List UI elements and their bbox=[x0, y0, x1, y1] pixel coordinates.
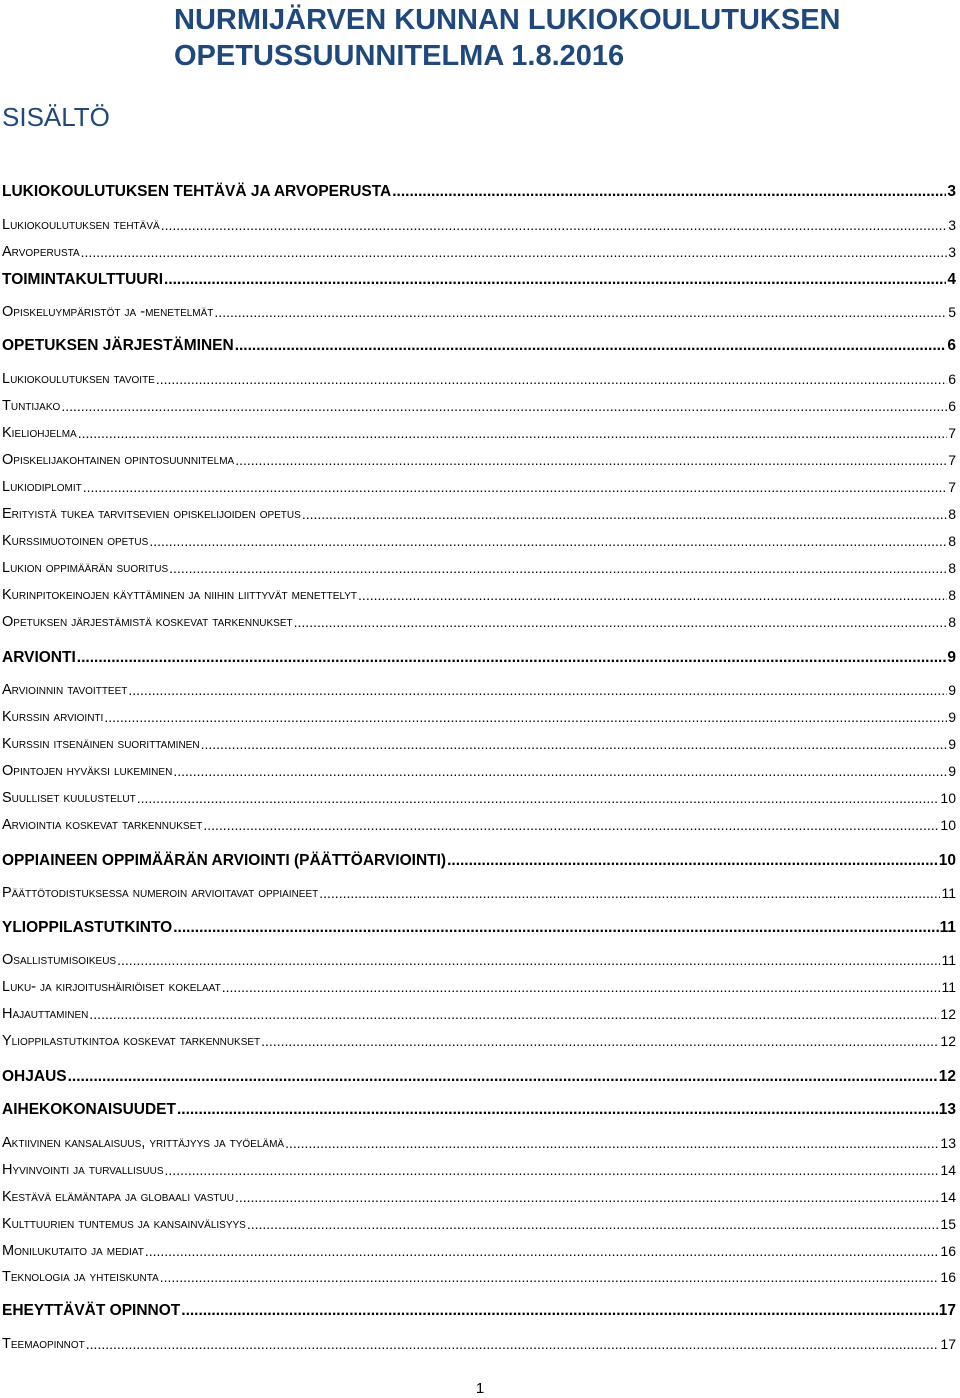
toc-entry-label: Erityistä tukea tarvitsevien opiskelijoiden opetus bbox=[2, 506, 301, 523]
toc-dot-leader bbox=[173, 918, 938, 938]
toc-dot-leader bbox=[181, 1301, 937, 1321]
page-number: 1 bbox=[475, 1380, 485, 1397]
toc-section-entry[interactable] bbox=[2, 1301, 956, 1321]
toc-entry-label: TOIMINTAKULTTUURI bbox=[2, 270, 164, 288]
toc-entry-label: Hyvinvointi ja turvallisuus bbox=[2, 1161, 164, 1178]
toc-dot-leader bbox=[128, 681, 947, 699]
toc-entry-page: 16 bbox=[940, 1242, 956, 1259]
toc-subsection-entry[interactable] bbox=[2, 532, 956, 550]
toc-subsection-entry[interactable] bbox=[2, 1335, 956, 1353]
toc-dot-leader bbox=[161, 216, 948, 234]
toc-entry-page: 3 bbox=[948, 216, 956, 233]
toc-subsection-entry[interactable] bbox=[2, 303, 956, 321]
toc-entry-label: Päättötodistuksessa numeroin arvioitavat oppiaineet bbox=[2, 885, 319, 902]
toc-dot-leader bbox=[294, 613, 948, 631]
toc-entry-page: 9 bbox=[948, 682, 956, 699]
toc-dot-leader bbox=[165, 1161, 940, 1179]
toc-subsection-entry[interactable] bbox=[2, 424, 956, 442]
toc-subsection-entry[interactable] bbox=[2, 451, 956, 469]
toc-entry-label: Suulliset kuulustelut bbox=[2, 790, 136, 807]
toc-section-entry[interactable] bbox=[2, 851, 956, 871]
toc-entry-label: Arvoperusta bbox=[2, 243, 80, 260]
toc-dot-leader bbox=[235, 451, 947, 469]
toc-dot-leader bbox=[247, 1215, 940, 1233]
toc-entry-label: Kurssin itsenäinen suorittaminen bbox=[2, 736, 200, 753]
toc-dot-leader bbox=[392, 182, 946, 202]
toc-entry-label: Lukiokoulutuksen tehtävä bbox=[2, 216, 160, 233]
toc-entry-label: Ylioppilastutkintoa koskevat tarkennukset bbox=[2, 1033, 261, 1050]
toc-entry-label: OHJAUS bbox=[2, 1067, 67, 1085]
toc-entry-page: 11 bbox=[941, 885, 956, 902]
toc-dot-leader bbox=[214, 303, 947, 321]
toc-dot-leader bbox=[137, 789, 940, 807]
toc-dot-leader bbox=[447, 851, 938, 871]
toc-subsection-entry[interactable] bbox=[2, 884, 956, 902]
toc-entry-label: Lukion oppimäärän suoritus bbox=[2, 560, 169, 577]
toc-entry-label: Arviointia koskevat tarkennukset bbox=[2, 817, 203, 834]
toc-entry-label: OPETUKSEN JÄRJESTÄMINEN bbox=[2, 336, 234, 354]
toc-subsection-entry[interactable] bbox=[2, 613, 956, 631]
toc-entry-page: 9 bbox=[948, 736, 956, 753]
toc-entry-page: 7 bbox=[948, 479, 956, 496]
toc-entry-label: Arvioinnin tavoitteet bbox=[2, 682, 128, 699]
toc-subsection-entry[interactable] bbox=[2, 1215, 956, 1233]
toc-dot-leader bbox=[285, 1134, 939, 1152]
toc-entry-label: Kieliohjelma bbox=[2, 425, 77, 442]
toc-entry-page: 15 bbox=[940, 1215, 956, 1232]
toc-dot-leader bbox=[68, 1067, 938, 1087]
toc-dot-leader bbox=[149, 532, 947, 550]
toc-entry-label: Kurinpitokeinojen käyttäminen ja niihin liittyvät menettelyt bbox=[2, 587, 358, 604]
toc-entry-page: 8 bbox=[948, 614, 956, 631]
toc-dot-leader bbox=[83, 478, 947, 496]
toc-entry-label: Kulttuurien tuntemus ja kansainvälisyys bbox=[2, 1215, 246, 1232]
toc-entry-label: AIHEKOKONAISUUDET bbox=[2, 1101, 176, 1119]
toc-dot-leader bbox=[117, 951, 940, 969]
toc-entry-page: 14 bbox=[940, 1161, 956, 1178]
toc-section-entry[interactable] bbox=[2, 270, 956, 290]
toc-dot-leader bbox=[164, 270, 946, 290]
toc-subsection-entry[interactable] bbox=[2, 1161, 956, 1179]
toc-entry-page: 10 bbox=[940, 790, 956, 807]
toc-entry-label: Opetuksen järjestämistä koskevat tarkennukset bbox=[2, 614, 293, 631]
toc-entry-page: 10 bbox=[940, 817, 956, 834]
toc-subsection-entry[interactable] bbox=[2, 586, 956, 604]
toc-entry-page: 3 bbox=[948, 243, 956, 260]
toc-dot-leader bbox=[77, 648, 947, 668]
toc-entry-label: Lukiokoulutuksen tavoite bbox=[2, 371, 155, 388]
toc-entry-label: Hajauttaminen bbox=[2, 1006, 89, 1023]
toc-entry-label: Opiskeluympäristöt ja -menetelmät bbox=[2, 304, 214, 321]
toc-subsection-entry[interactable] bbox=[2, 789, 956, 807]
toc-entry-page: 13 bbox=[940, 1134, 956, 1151]
toc-subsection-entry[interactable] bbox=[2, 1005, 956, 1023]
toc-entry-page: 10 bbox=[938, 851, 956, 869]
toc-dot-leader bbox=[89, 1005, 939, 1023]
toc-dot-leader bbox=[358, 586, 947, 604]
toc-subsection-entry[interactable] bbox=[2, 681, 956, 699]
toc-entry-page: 6 bbox=[948, 371, 956, 388]
toc-section-entry[interactable] bbox=[2, 182, 956, 202]
toc-entry-page: 9 bbox=[948, 763, 956, 780]
toc-entry-page: 16 bbox=[940, 1268, 956, 1285]
toc-dot-leader bbox=[86, 1335, 940, 1353]
toc-entry-label: Kurssin arviointi bbox=[2, 709, 104, 726]
toc-subsection-entry[interactable] bbox=[2, 1268, 956, 1286]
toc-subsection-entry[interactable] bbox=[2, 708, 956, 726]
toc-entry-label: LUKIOKOULUTUKSEN TEHTÄVÄ JA ARVOPERUSTA bbox=[2, 183, 392, 200]
toc-section-entry[interactable] bbox=[2, 1100, 956, 1120]
toc-entry-label: ARVIONTI bbox=[2, 648, 76, 666]
toc-entry-label: Monilukutaito ja mediat bbox=[2, 1242, 144, 1259]
toc-entry-label: Aktiivinen kansalaisuus, yrittäjyys ja työelämä bbox=[2, 1134, 285, 1151]
toc-dot-leader bbox=[145, 1242, 940, 1260]
toc-entry-page: 13 bbox=[938, 1101, 956, 1119]
toc-entry-page: 9 bbox=[948, 709, 956, 726]
contents-heading: SISÄLTÖ bbox=[2, 102, 110, 132]
toc-dot-leader bbox=[78, 424, 948, 442]
toc-dot-leader bbox=[203, 816, 939, 834]
toc-subsection-entry[interactable] bbox=[2, 559, 956, 577]
toc-subsection-entry[interactable] bbox=[2, 762, 956, 780]
toc-dot-leader bbox=[302, 505, 947, 523]
toc-subsection-entry[interactable] bbox=[2, 735, 956, 753]
toc-dot-leader bbox=[201, 735, 948, 753]
toc-dot-leader bbox=[81, 243, 948, 261]
toc-dot-leader bbox=[222, 978, 941, 996]
toc-subsection-entry[interactable] bbox=[2, 478, 956, 496]
toc-dot-leader bbox=[160, 1268, 940, 1286]
toc-entry-page: 3 bbox=[947, 183, 956, 200]
toc-entry-label: EHEYTTÄVÄT OPINNOT bbox=[2, 1302, 181, 1320]
toc-entry-label: Osallistumisoikeus bbox=[2, 952, 117, 969]
toc-subsection-entry[interactable] bbox=[2, 978, 956, 996]
toc-dot-leader bbox=[261, 1032, 939, 1050]
toc-entry-label: Teemaopinnot bbox=[2, 1336, 85, 1352]
toc-section-entry[interactable] bbox=[2, 918, 956, 938]
toc-entry-page: 8 bbox=[948, 533, 956, 550]
toc-subsection-entry[interactable] bbox=[2, 1032, 956, 1050]
document-title-line-1: NURMIJÄRVEN KUNNAN LUKIOKOULUTUKSEN bbox=[174, 4, 841, 36]
toc-dot-leader bbox=[104, 708, 947, 726]
toc-dot-leader bbox=[319, 884, 940, 902]
toc-entry-page: 6 bbox=[947, 336, 956, 354]
toc-entry-label: Lukiodiplomit bbox=[2, 479, 82, 496]
toc-entry-page: 12 bbox=[938, 1067, 956, 1085]
toc-entry-page: 14 bbox=[940, 1188, 956, 1205]
toc-entry-label: Teknologia ja yhteiskunta bbox=[2, 1268, 159, 1285]
toc-entry-page: 8 bbox=[948, 560, 956, 577]
toc-entry-label: Luku- ja kirjoitushäiriöiset kokelaat bbox=[2, 979, 221, 996]
toc-entry-page: 11 bbox=[941, 979, 956, 996]
toc-entry-label: Tuntijako bbox=[2, 398, 61, 415]
toc-section-entry[interactable] bbox=[2, 1067, 956, 1087]
toc-dot-leader bbox=[173, 762, 947, 780]
toc-entry-page: 12 bbox=[940, 1006, 956, 1023]
toc-entry-page: 11 bbox=[941, 952, 956, 969]
toc-subsection-entry[interactable] bbox=[2, 370, 956, 388]
toc-dot-leader bbox=[156, 370, 947, 388]
toc-entry-label: Opiskelijakohtainen opintosuunnitelma bbox=[2, 452, 235, 469]
toc-dot-leader bbox=[235, 1188, 939, 1206]
toc-entry-page: 5 bbox=[948, 304, 956, 321]
toc-section-entry[interactable] bbox=[2, 648, 956, 668]
toc-entry-page: 8 bbox=[948, 587, 956, 604]
document-title-line-2: OPETUSSUUNNITELMA 1.8.2016 bbox=[174, 40, 625, 72]
toc-entry-page: 6 bbox=[948, 398, 956, 415]
toc-dot-leader bbox=[61, 397, 947, 415]
toc-entry-page: 8 bbox=[948, 506, 956, 523]
toc-entry-label: OPPIAINEEN OPPIMÄÄRÄN ARVIOINTI (PÄÄTTÖARVIOINTI) bbox=[2, 851, 447, 869]
toc-subsection-entry[interactable] bbox=[2, 505, 956, 523]
toc-entry-page: 4 bbox=[947, 270, 956, 288]
toc-subsection-entry[interactable] bbox=[2, 397, 956, 415]
toc-entry-page: 17 bbox=[938, 1302, 956, 1320]
toc-subsection-entry[interactable] bbox=[2, 216, 956, 234]
toc-entry-label: Opintojen hyväksi lukeminen bbox=[2, 763, 173, 780]
toc-entry-label: Kestävä elämäntapa ja globaali vastuu bbox=[2, 1188, 234, 1205]
toc-entry-page: 17 bbox=[940, 1336, 956, 1352]
toc-dot-leader bbox=[169, 559, 947, 577]
toc-dot-leader bbox=[177, 1100, 938, 1120]
toc-dot-leader bbox=[235, 336, 947, 356]
table-of-contents bbox=[2, 0, 958, 1398]
toc-entry-page: 12 bbox=[940, 1033, 956, 1050]
toc-subsection-entry[interactable] bbox=[2, 951, 956, 969]
toc-entry-page: 7 bbox=[948, 452, 956, 469]
toc-subsection-entry[interactable] bbox=[2, 1188, 956, 1206]
toc-entry-page: 11 bbox=[939, 918, 956, 936]
toc-subsection-entry[interactable] bbox=[2, 243, 956, 261]
toc-entry-label: Kurssimuotoinen opetus bbox=[2, 533, 149, 550]
toc-entry-page: 9 bbox=[947, 648, 956, 666]
toc-entry-label: YLIOPPILASTUTKINTO bbox=[2, 918, 173, 936]
toc-entry-page: 7 bbox=[948, 425, 956, 442]
toc-subsection-entry[interactable] bbox=[2, 816, 956, 834]
toc-section-entry[interactable] bbox=[2, 336, 956, 356]
toc-subsection-entry[interactable] bbox=[2, 1242, 956, 1260]
toc-subsection-entry[interactable] bbox=[2, 1134, 956, 1152]
